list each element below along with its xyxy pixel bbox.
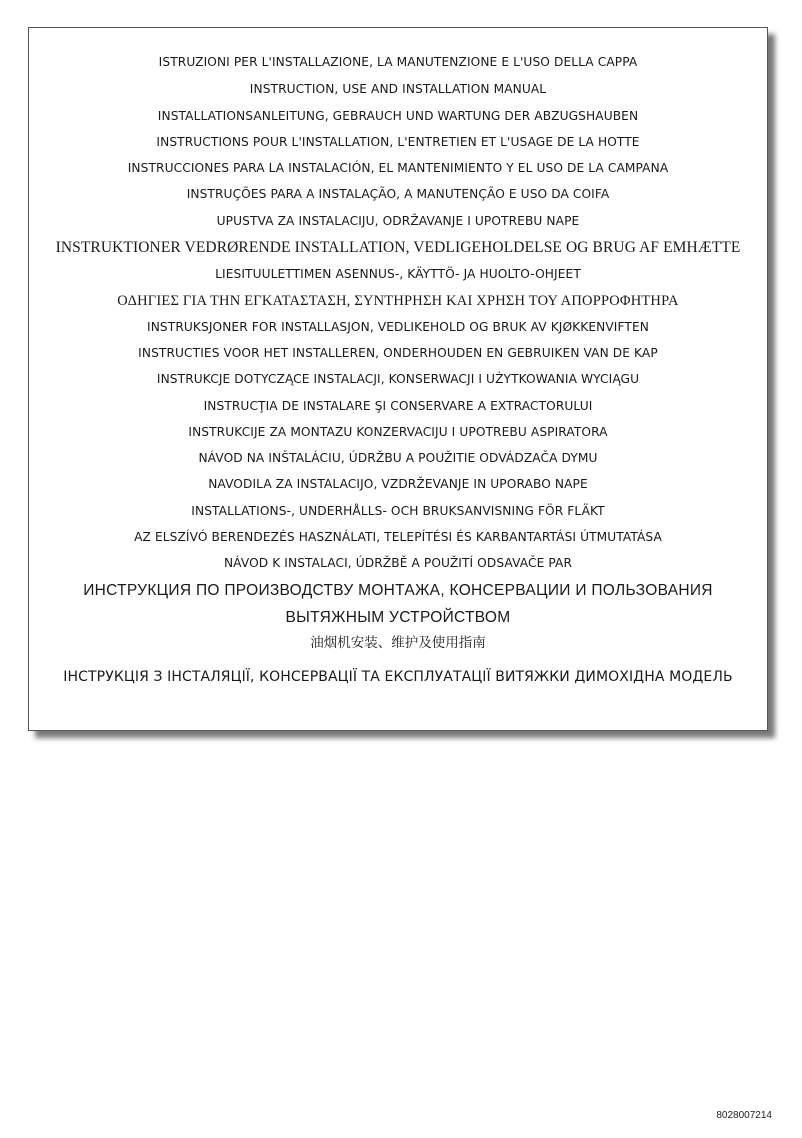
title-spanish: INSTRUCCIONES PARA LA INSTALACIÓN, EL MANTENIMIENTO Y EL USO DE LA CAMPANA bbox=[127, 161, 669, 175]
multilingual-title-box bbox=[28, 27, 768, 731]
title-dutch: INSTRUCTIES VOOR HET INSTALLEREN, ONDERHOUDEN EN GEBRUIKEN VAN DE KAP bbox=[138, 346, 658, 360]
document-code: 8028007214 bbox=[716, 1110, 772, 1121]
title-slovenian: NAVODILA ZA INSTALACIJO, VZDRŽEVANJE IN UPORABO NAPE bbox=[208, 477, 588, 491]
title-danish: INSTRUKTIONER VEDRØRENDE INSTALLATION, VEDLIGEHOLDELSE OG BRUG AF EMHÆTTE bbox=[55, 239, 741, 256]
title-portuguese: INSTRUÇÕES PARA A INSTALAÇÃO, A MANUTENÇÃO E USO DA COIFA bbox=[186, 187, 610, 201]
title-czech: NÁVOD K INSTALACI, ÚDRŽBĚ A POUŽITÍ ODSAVAČE PAR bbox=[223, 556, 573, 570]
title-italian: ISTRUZIONI PER L'INSTALLAZIONE, LA MANUTENZIONE E L'USO DELLA CAPPA bbox=[158, 55, 638, 69]
title-serbian: INSTRUKCIJE ZA MONTAZU KONZERVACIJU I UPOTREBU ASPIRATORA bbox=[188, 425, 608, 439]
title-russian-line-2: ВЫТЯЖНЫМ УСТРОЙСТВОМ bbox=[285, 609, 511, 626]
title-swedish: INSTALLATIONS-, UNDERHÅLLS- OCH BRUKSANVISNING FÖR FLÄKT bbox=[191, 504, 605, 518]
title-polish: INSTRUKCJE DOTYCZĄCE INSTALACJI, KONSERWACJI I UŻYTKOWANIA WYCIĄGU bbox=[156, 372, 640, 386]
title-greek: ΟΔΗΓΙΕΣ ΓΙΑ ΤΗΝ ΕΓΚΑΤΑΣΤΑΣΗ, ΣΥΝΤΗΡΗΣΗ ΚΑΙ ΧΡΗΣΗ ΤΟΥ ΑΠΟΡΡΟΦΗΤΗΡΑ bbox=[117, 293, 679, 309]
title-russian-line-1: ИНСТРУКЦИЯ ПО ПРОИЗВОДСТВУ МОНТАЖА, КОНСЕРВАЦИИ И ПОЛЬЗОВАНИЯ bbox=[83, 582, 713, 599]
title-chinese: 油烟机安装、维护及使用指南 bbox=[310, 635, 486, 651]
title-german: INSTALLATIONSANLEITUNG, GEBRAUCH UND WARTUNG DER ABZUGSHAUBEN bbox=[157, 109, 639, 123]
title-hungarian: AZ ELSZÍVÓ BERENDEZÉS HASZNÁLATI, TELEPÍTÉSI ÉS KARBANTARTÁSI ÚTMUTATÁSA bbox=[134, 530, 662, 544]
title-ukrainian: ІНСТРУКЦІЯ З ІНСТАЛЯЦІЇ, КОНСЕРВАЦІЇ ТА ЕКСПЛУАТАЦІЇ ВИТЯЖКИ ДИМОХІДНА МОДЕЛЬ bbox=[63, 669, 733, 685]
title-norwegian: INSTRUKSJONER FOR INSTALLASJON, VEDLIKEHOLD OG BRUK AV KJØKKENVIFTEN bbox=[147, 320, 649, 334]
title-slovak: NÁVOD NA INŠTALÁCIU, ÚDRŽBU A POUŽITIE ODVÁDZAČA DYMU bbox=[198, 451, 598, 465]
title-french: INSTRUCTIONS POUR L'INSTALLATION, L'ENTRETIEN ET L'USAGE DE LA HOTTE bbox=[156, 135, 640, 149]
title-english: INSTRUCTION, USE AND INSTALLATION MANUAL bbox=[249, 82, 547, 96]
title-romanian: INSTRUCŢIA DE INSTALARE ŞI CONSERVARE A EXTRACTORULUI bbox=[203, 399, 593, 413]
title-finnish: LIESITUULETTIMEN ASENNUS-, KÄYTTÖ- JA HUOLTO-OHJEET bbox=[215, 267, 581, 281]
title-croatian: UPUSTVA ZA INSTALACIJU, ODRŽAVANJE I UPOTREBU NAPE bbox=[216, 214, 580, 228]
